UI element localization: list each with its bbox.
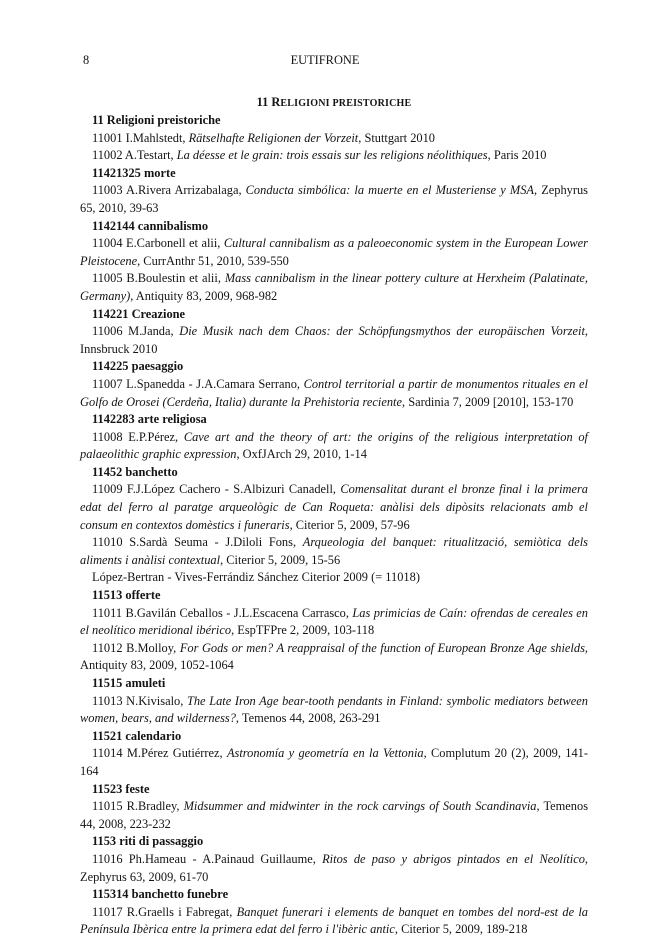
subject-heading: 11513 offerte [92, 588, 161, 603]
bibliography-entry: 11001 I.Mahlstedt, Rätselhafte Religionen der Vorzeit, Stuttgart 2010 [92, 130, 436, 145]
bibliography-entry: 11003 A.Rivera Arrizabalaga, Conducta simbólica: la muerte en el Musteriense y MSA, Zephyrus 65, 2010, 39-63 [80, 183, 589, 215]
bibliography-entry: 11014 M.Pérez Gutiérrez, Astronomía y geometría en la Vettonia, Complutum 20 (2), 2009, 141-164 [80, 746, 588, 778]
bibliography-entry: 11012 B.Molloy, For Gods or men? A reappraisal of the function of European Bronze Age shields, Antiquity 83, 2009, 1052-1064 [80, 640, 588, 673]
subject-heading: 11 Religioni preistoriche [92, 113, 221, 127]
bibliography-entry: 11008 E.P.Pérez, Cave art and the theory of art: the origins of the religious interpretation of palaeolithic graphic expression, OxfJArch 29, 2010, 1-14 [80, 429, 588, 462]
bibliography-entry: 11006 M.Janda, Die Musik nach dem Chaos: der Schöpfungsmythos der europäischen Vorzeit, Innsbruck 2010 [80, 324, 588, 356]
bibliography-entry: 11013 N.Kivisalo, The Late Iron Age bear-tooth pendants in Finland: symbolic mediators between women, bears, and wilderness?, Temenos 44, 2008, 263-291 [80, 693, 589, 726]
subject-heading: 1153 riti di passaggio [92, 834, 204, 849]
subject-heading: 11421325 morte [92, 165, 176, 180]
bibliography-entry: 11016 Ph.Hameau - A.Painaud Guillaume, Ritos de paso y abrigos pintados en el Neolítico, Zephyrus 63, 2009, 61-70 [80, 851, 589, 884]
bibliography-entry: 11007 L.Spanedda - J.A.Camara Serrano, Control territorial a partir de monumentos rituales en el Golfo de Orosei (Cerdeña, Italia) durante la Prehistoria reciente, Sardinia 7, 2009 [2010], 153-170 [80, 376, 588, 409]
bibliography-entry: 11011 B.Gavilán Ceballos - J.L.Escacena Carrasco, Las primicias de Caín: ofrendas de cereales en el neolítico meridional ibérico, EspTFPre 2, 2009, 103-118 [80, 605, 589, 638]
subject-heading: 11452 banchetto [92, 464, 178, 479]
page-number: 8 [83, 53, 90, 67]
subject-heading: 1142283 arte religiosa [92, 412, 207, 427]
section-title-small-caps: ELIGIONI PREISTORICHE [280, 98, 412, 109]
subject-heading: 11521 calendario [92, 728, 182, 743]
section-number: 11 [256, 95, 272, 109]
bibliography-entry: 11015 R.Bradley, Midsummer and midwinter in the rock carvings of South Scandinavia, Temenos 44, 2008, 223-232 [80, 799, 589, 831]
bibliography-entry: 11017 R.Graells i Fabregat, Banquet funerari i elements de banquet en tombes del nord-est de la Península Ibèrica entre la primera edat del ferro i l'ibèric antic, Citerior 5, 2009, 189-218 [80, 904, 588, 937]
subject-heading: 114225 paesaggio [92, 359, 184, 374]
section-first-letter: R [271, 95, 281, 109]
section-title [80, 94, 588, 113]
subject-heading: 11523 feste [92, 781, 150, 796]
subject-heading: 1142144 cannibalismo [92, 218, 209, 233]
bibliography-entry: 11002 A.Testart, La déesse et le grain: trois essais sur les religions néolithiques, Paris 2010 [92, 148, 547, 163]
bibliography-entry: 11004 E.Carbonell et alii, Cultural cannibalism as a paleoeconomic system in the European Lower Pleistocene, CurrAnthr 51, 2010, 539-550 [80, 236, 588, 268]
cross-reference: López-Bertran - Vives-Ferrándiz Sánchez Citerior 2009 (= 11018) [92, 570, 420, 585]
bibliography-entry: 11010 S.Sardà Seuma - J.Diloli Fons, Arqueologia del banquet: ritualització, semiòtica dels aliments i anàlisi contextual, Citerior 5, 2009, 15-56 [80, 535, 588, 567]
subject-heading: 11515 amuleti [92, 676, 166, 690]
bibliography-entry: 11009 F.J.López Cachero - S.Albizuri Canadell, Comensalitat durant el bronze final i la primera edat del ferro al paratge arqueològic de Can Roqueta: anàlisi dels dipòsits relacionats amb el consum en contextos domèstics i funeraris, Citerior 5, 2009, 57-96 [80, 482, 588, 532]
bibliography-body [80, 112, 588, 939]
subject-heading: 115314 banchetto funebre [92, 887, 229, 902]
subject-heading: 114221 Creazione [92, 306, 186, 321]
bibliography-entry: 11005 B.Boulestin et alii, Mass cannibalism in the linear pottery culture at Herxheim (Palatinate, Germany), Antiquity 83, 2009, 968-982 [80, 271, 588, 303]
running-head: EUTIFRONE [290, 53, 360, 67]
